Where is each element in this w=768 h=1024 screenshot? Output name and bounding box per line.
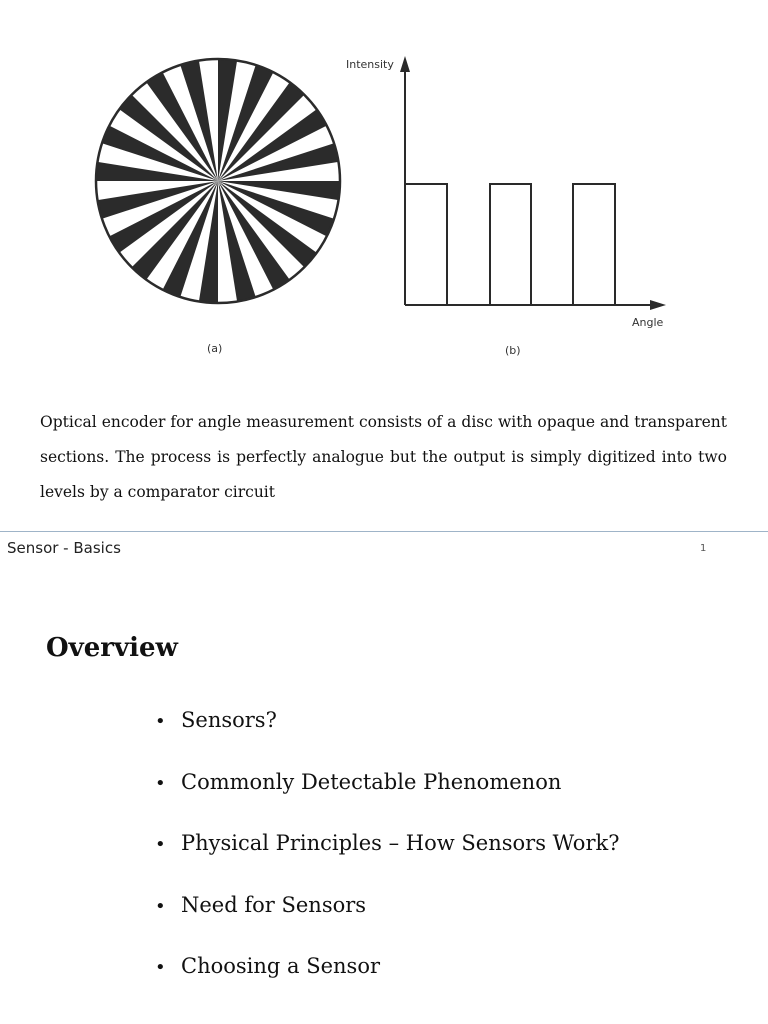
list-item-text: Need for Sensors — [181, 892, 367, 917]
list-item — [155, 831, 619, 893]
footer-title: Sensor - Basics — [7, 539, 121, 557]
list-item — [155, 954, 619, 1016]
bullet-icon: • — [155, 711, 166, 732]
overview-heading: Overview — [46, 633, 178, 663]
page-number: 1 — [700, 543, 707, 554]
bullet-icon: • — [155, 772, 166, 794]
encoder-disc — [96, 59, 340, 303]
list-item — [155, 893, 619, 955]
square-wave-signal — [405, 184, 615, 305]
list-item-text: Choosing a Sensor — [181, 954, 381, 978]
y-axis-label: Intensity — [346, 58, 394, 71]
bullet-icon: • — [155, 957, 166, 978]
intensity-plot — [400, 56, 666, 310]
list-item — [155, 708, 619, 770]
list-item-text: Physical Principles – How Sensors Work? — [181, 831, 620, 855]
bullet-icon: • — [155, 895, 166, 917]
optical-encoder-figure — [0, 0, 768, 380]
x-axis-label: Angle — [632, 316, 664, 329]
figure-label-a: (a) — [207, 342, 223, 355]
list-item — [155, 770, 619, 832]
y-axis-arrow — [400, 56, 410, 72]
page-divider — [0, 531, 768, 532]
figure-label-b: (b) — [505, 344, 521, 357]
bullet-icon: • — [155, 834, 166, 855]
overview-list — [155, 708, 619, 1016]
figure-caption: Optical encoder for angle measurement consists of a disc with opaque and transparent sections. The process is perfectly analogue but the output is simply digitized into two levels by a comparator circuit — [40, 413, 727, 501]
list-item-text: Sensors? — [181, 708, 277, 732]
x-axis-arrow — [650, 300, 666, 310]
list-item-text: Commonly Detectable Phenomenon — [181, 769, 562, 794]
